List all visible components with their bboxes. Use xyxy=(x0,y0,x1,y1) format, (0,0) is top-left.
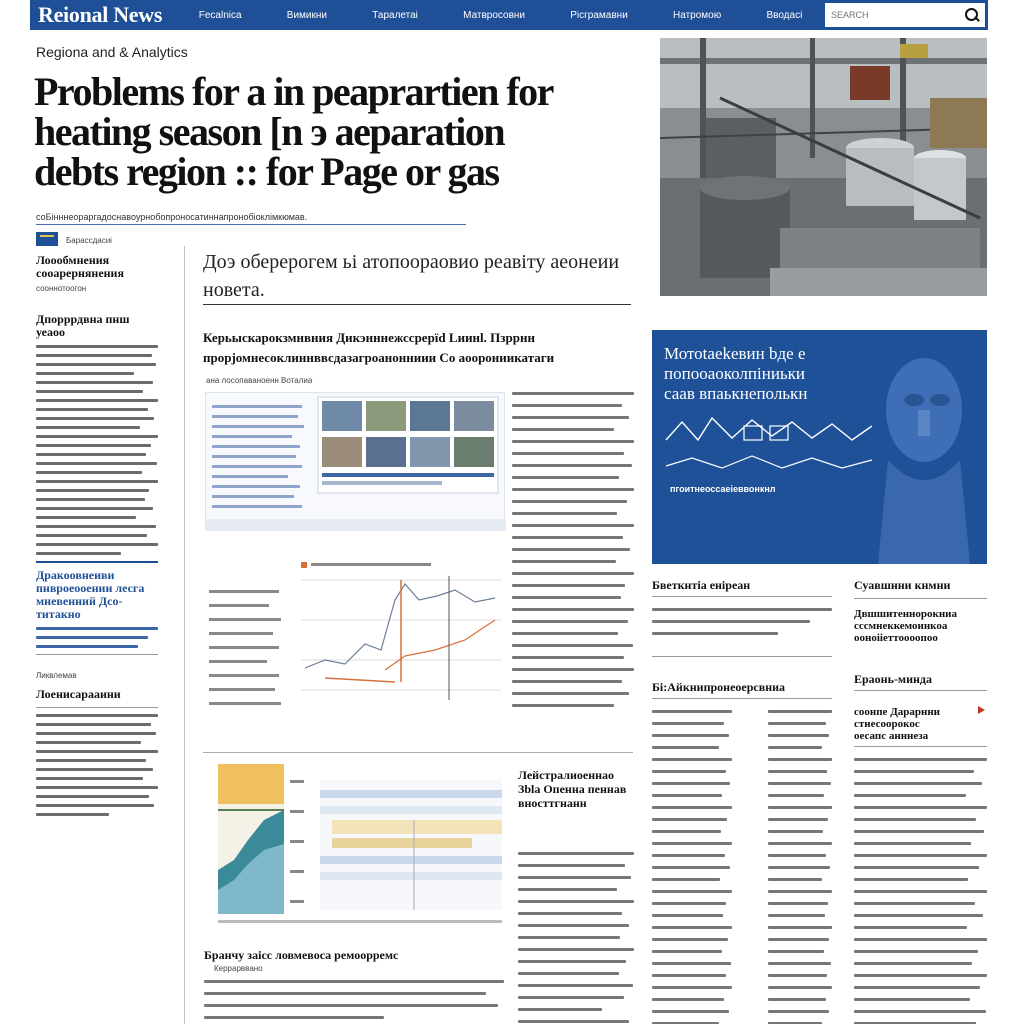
source-row xyxy=(36,230,158,248)
headline-line-3: debts region :: for Page or gas xyxy=(34,149,499,194)
article-body-text xyxy=(512,392,634,716)
column-divider xyxy=(184,246,185,1024)
block-3-headline[interactable]: Дракоовнеиви пнвроеооении лесга мневенний Дсо-титакно xyxy=(36,568,145,621)
industrial-site-image xyxy=(660,38,987,296)
arrow-right-icon[interactable] xyxy=(978,706,985,714)
right-rule-3 xyxy=(652,656,832,657)
article-subheading xyxy=(203,248,633,304)
search-input[interactable] xyxy=(831,10,951,20)
right-rule-4 xyxy=(854,690,987,691)
nav-item-2[interactable]: Вимикни xyxy=(286,9,327,21)
headline-line-2: heating season [n э aeparation xyxy=(34,109,505,154)
subheading-line-2: новета. xyxy=(203,279,265,301)
right-text-col-c xyxy=(854,758,987,1024)
article-byline: соБінннеораргадоснавоурнобопроносатиннапронобіоклімкюмав. xyxy=(36,212,308,222)
right-headline-6-line-1: соонпе Дарарнни xyxy=(854,706,941,718)
right-rule-2 xyxy=(854,598,987,599)
block-2-headline[interactable]: Дпорррдвна пнш уеаоо xyxy=(36,312,130,339)
byline-divider xyxy=(36,224,466,225)
nav-item-1[interactable]: Fecalnica xyxy=(198,9,242,21)
nav-item-5[interactable]: Рісграмавни xyxy=(570,9,628,21)
block-divider-3 xyxy=(36,707,158,708)
block-4-label: Ликвлемав xyxy=(36,671,77,680)
right-headline-5[interactable]: Ераонь-минда xyxy=(854,672,933,686)
page-headline xyxy=(34,69,644,194)
area-chart-figure xyxy=(214,760,504,930)
right-text-1 xyxy=(652,608,832,644)
right-headline-3-line-1: Двшшитеннорокниа xyxy=(854,608,958,620)
side-headline-line-2: Зbla Опенна пеннав xyxy=(518,782,627,796)
side-headline-line-1: Лейстралиоеннао xyxy=(518,768,615,782)
search-icon[interactable] xyxy=(965,8,979,22)
right-rule-1 xyxy=(652,596,832,597)
headline-line-1: Problems for a in peaprartien for xyxy=(34,69,553,114)
block-divider-2 xyxy=(36,654,158,655)
promo-title-line-2: попооаоколпіниьки xyxy=(664,364,806,383)
promo-banner[interactable] xyxy=(652,330,987,564)
side-section-headline[interactable] xyxy=(518,768,638,810)
right-headline-1[interactable]: Бветкнтіа еніреан xyxy=(652,578,751,592)
top-navigation-bar xyxy=(30,0,988,30)
flag-icon xyxy=(36,232,58,246)
block-2-text xyxy=(36,345,158,555)
bottom-body-text xyxy=(204,980,504,1024)
dashboard-screenshot-1[interactable] xyxy=(205,392,505,530)
block-4-headline[interactable]: Лоенисарааини xyxy=(36,687,121,701)
nav-item-3[interactable]: Таралетаі xyxy=(372,9,418,21)
mid-section-rule xyxy=(203,752,633,753)
block-divider xyxy=(36,561,158,563)
right-headline-3[interactable] xyxy=(854,608,984,644)
promo-title-line-3: саав впаькнеполькн xyxy=(664,384,808,403)
right-headline-3-line-3: ооноііеттоооопоо xyxy=(854,632,938,644)
subheading-rule xyxy=(203,304,631,305)
side-body-text xyxy=(518,852,634,1024)
right-headline-6[interactable] xyxy=(854,706,974,742)
source-label[interactable]: Барассдасиі xyxy=(66,236,112,245)
subheading-line-1: Доэ оберерогем ьі атопоораовио реавіту аеонеии xyxy=(203,251,620,273)
right-rule-6 xyxy=(854,746,987,747)
search-box xyxy=(825,3,985,27)
promo-illustration xyxy=(652,330,987,564)
nav-item-6[interactable]: Натромою xyxy=(673,9,722,21)
line-chart-screenshot[interactable] xyxy=(205,560,505,720)
section-label[interactable]: Regiona and & Analytics xyxy=(36,44,188,60)
section-headline-line-2: прорјомнесоклиннввсдазагроанонниии Со аоорониикатаги xyxy=(203,350,555,365)
nav-item-4[interactable]: Матвросовни xyxy=(463,9,526,21)
section-meta: ана лосопаваноенн Воталиа xyxy=(206,376,313,385)
block-3-text xyxy=(36,627,158,648)
right-text-col-b xyxy=(768,710,832,1024)
lead-meta: сооннотоогон xyxy=(36,284,87,293)
side-headline-line-3: вносттгнанн xyxy=(518,796,587,810)
right-text-col-a xyxy=(652,710,732,1024)
line-chart-figure xyxy=(205,560,505,720)
site-logo[interactable]: Reional News xyxy=(38,2,163,27)
nav-menu xyxy=(176,10,825,21)
nav-item-7[interactable]: Вводасі xyxy=(766,9,803,21)
promo-title-line-1: Мотоtaekeвин bде е xyxy=(664,344,806,363)
block-4-text xyxy=(36,714,158,816)
dashboard-figure-1 xyxy=(206,393,506,531)
right-headline-6-line-2: стнесоорокос xyxy=(854,718,920,730)
hero-photo[interactable] xyxy=(660,38,987,296)
right-headline-2[interactable]: Суавшнни кнмни xyxy=(854,578,951,592)
right-headline-4[interactable]: Бі:Айкнипронеоерсвниа xyxy=(652,680,786,694)
bottom-headline[interactable]: Бранчу заісс ловмевоса ремоорремс xyxy=(204,948,399,962)
left-sidebar xyxy=(36,230,158,822)
article-section-headline[interactable] xyxy=(203,328,635,368)
promo-footer: пгоитнеоссаеіеввонкнл xyxy=(670,484,776,494)
right-rule-5 xyxy=(652,698,832,699)
lead-headline[interactable]: Лоообмнения сооарернянения xyxy=(36,253,124,280)
section-headline-line-1: Керьыскарокзмнвния Дикэнннежссрерїd Lиинl. Пзррнн xyxy=(203,330,535,345)
bottom-subheadline: Керрарввано xyxy=(214,964,263,973)
right-headline-3-line-2: сссмнеккемоинкоа xyxy=(854,620,948,632)
right-headline-6-line-3: оесапс анннеза xyxy=(854,730,929,742)
area-chart-screenshot[interactable] xyxy=(214,760,504,930)
